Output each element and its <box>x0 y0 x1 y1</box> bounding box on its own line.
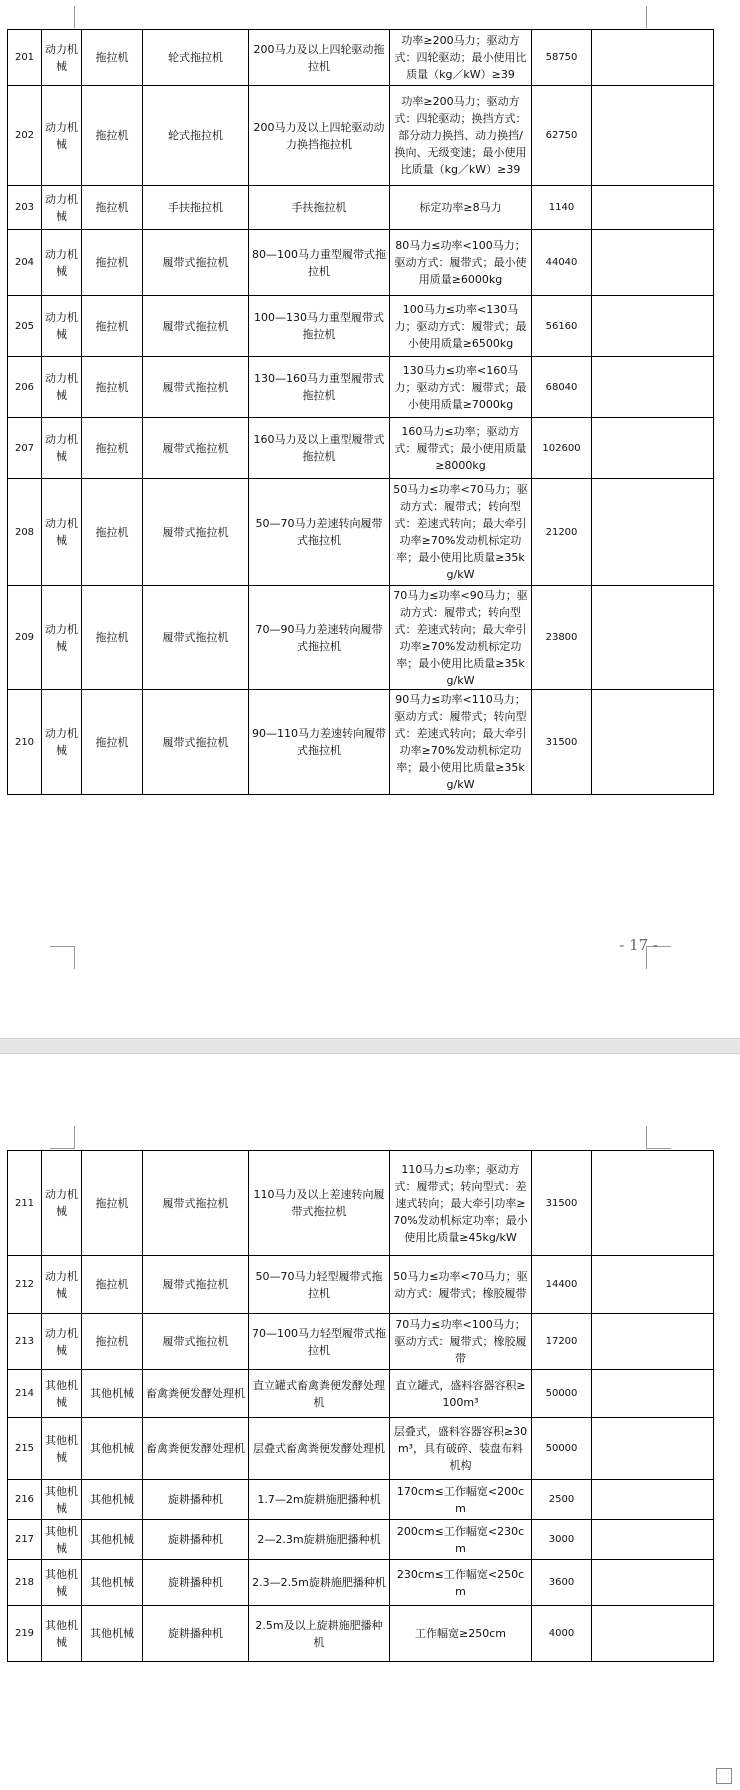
cell-number: 213 <box>8 1314 42 1370</box>
cell-note <box>592 30 714 86</box>
cell-subtype: 旋耕播种机 <box>143 1560 249 1606</box>
cell-subtype: 轮式拖拉机 <box>143 86 249 186</box>
cell-type: 拖拉机 <box>82 586 143 690</box>
cell-subtype: 履带式拖拉机 <box>143 230 249 296</box>
cell-subtype: 履带式拖拉机 <box>143 586 249 690</box>
cell-item: 2—2.3m旋耕施肥播种机 <box>249 1520 390 1560</box>
corner-mark-top-right <box>646 6 671 28</box>
cell-subsidy: 3600 <box>532 1560 592 1606</box>
table-row <box>8 1520 714 1560</box>
cell-spec: 功率≥200马力；驱动方式：四轮驱动；换挡方式：部分动力换挡、动力换挡/换向、无级变速；最小使用比质量（kg／kW）≥39 <box>390 86 532 186</box>
cell-number: 217 <box>8 1520 42 1560</box>
cell-note <box>592 1418 714 1480</box>
page-number: - 17 - <box>619 936 658 954</box>
table-row <box>8 1418 714 1480</box>
cell-type: 拖拉机 <box>82 296 143 357</box>
cell-number: 211 <box>8 1151 42 1256</box>
cell-number: 215 <box>8 1418 42 1480</box>
cell-number: 202 <box>8 86 42 186</box>
table-row <box>8 418 714 479</box>
cell-spec: 70马力≤功率<90马力；驱动方式：履带式；转向型式：差速式转向；最大牵引功率≥70%发动机标定功率；最小使用比质量≥35kg/kW <box>390 586 532 690</box>
cell-category: 动力机械 <box>42 586 82 690</box>
cell-subtype: 旋耕播种机 <box>143 1520 249 1560</box>
cell-category: 动力机械 <box>42 357 82 418</box>
table-row <box>8 357 714 418</box>
cell-note <box>592 1520 714 1560</box>
corner-mark-top-right <box>646 1126 671 1149</box>
cell-subtype: 履带式拖拉机 <box>143 1314 249 1370</box>
table-row <box>8 1256 714 1314</box>
corner-mark-top-left <box>50 6 75 28</box>
cell-note <box>592 296 714 357</box>
cell-spec: 80马力≤功率<100马力；驱动方式：履带式；最小使用质量≥6000kg <box>390 230 532 296</box>
cell-subsidy: 50000 <box>532 1418 592 1480</box>
cell-spec: 直立罐式，盛料容器容积≥100m³ <box>390 1370 532 1418</box>
cell-subsidy: 3000 <box>532 1520 592 1560</box>
cell-category: 动力机械 <box>42 186 82 230</box>
cell-spec: 50马力≤功率<70马力；驱动方式：履带式；转向型式：差速式转向；最大牵引功率≥70%发动机标定功率；最小使用比质量≥35kg/kW <box>390 479 532 586</box>
cell-spec: 130马力≤功率<160马力；驱动方式：履带式；最小使用质量≥7000kg <box>390 357 532 418</box>
table-row <box>8 690 714 795</box>
cell-subsidy: 23800 <box>532 586 592 690</box>
cell-subsidy: 102600 <box>532 418 592 479</box>
cell-category: 动力机械 <box>42 30 82 86</box>
cell-item: 直立罐式畜禽粪便发酵处理机 <box>249 1370 390 1418</box>
cell-spec: 50马力≤功率<70马力；驱动方式：履带式；橡胶履带 <box>390 1256 532 1314</box>
cell-item: 130—160马力重型履带式拖拉机 <box>249 357 390 418</box>
cell-item: 2.5m及以上旋耕施肥播种机 <box>249 1606 390 1662</box>
table-row <box>8 230 714 296</box>
corner-mark-top-left <box>50 1126 75 1149</box>
cell-item: 200马力及以上四轮驱动动力换挡拖拉机 <box>249 86 390 186</box>
cell-number: 207 <box>8 418 42 479</box>
cell-subtype: 履带式拖拉机 <box>143 690 249 795</box>
cell-category: 动力机械 <box>42 1151 82 1256</box>
cell-spec: 70马力≤功率<100马力；驱动方式：履带式；橡胶履带 <box>390 1314 532 1370</box>
cell-note <box>592 690 714 795</box>
cell-subtype: 履带式拖拉机 <box>143 479 249 586</box>
cell-note <box>592 230 714 296</box>
cell-note <box>592 357 714 418</box>
cell-category: 动力机械 <box>42 479 82 586</box>
cell-category: 其他机械 <box>42 1480 82 1520</box>
cell-item: 110马力及以上差速转向履带式拖拉机 <box>249 1151 390 1256</box>
cell-type: 拖拉机 <box>82 186 143 230</box>
cell-subsidy: 2500 <box>532 1480 592 1520</box>
cell-item: 70—90马力差速转向履带式拖拉机 <box>249 586 390 690</box>
cell-item: 100—130马力重型履带式拖拉机 <box>249 296 390 357</box>
cell-type: 拖拉机 <box>82 418 143 479</box>
cell-type: 拖拉机 <box>82 1314 143 1370</box>
cell-spec: 90马力≤功率<110马力；驱动方式：履带式；转向型式：差速式转向；最大牵引功率≥70%发动机标定功率；最小使用比质量≥35kg/kW <box>390 690 532 795</box>
cell-category: 其他机械 <box>42 1418 82 1480</box>
cell-note <box>592 1256 714 1314</box>
cell-note <box>592 1560 714 1606</box>
table-row <box>8 586 714 690</box>
equipment-table-page-1 <box>7 29 714 795</box>
cell-note <box>592 479 714 586</box>
cell-type: 拖拉机 <box>82 690 143 795</box>
cell-spec: 160马力≤功率；驱动方式：履带式；最小使用质量≥8000kg <box>390 418 532 479</box>
cell-note <box>592 1151 714 1256</box>
table-row <box>8 86 714 186</box>
cell-subtype: 旋耕播种机 <box>143 1480 249 1520</box>
cell-category: 动力机械 <box>42 1314 82 1370</box>
cell-type: 拖拉机 <box>82 30 143 86</box>
cell-spec: 层叠式，盛料容器容积≥30m³，具有破碎、装盘布料机构 <box>390 1418 532 1480</box>
cell-note <box>592 86 714 186</box>
cell-item: 200马力及以上四轮驱动拖拉机 <box>249 30 390 86</box>
cell-type: 其他机械 <box>82 1606 143 1662</box>
cell-number: 206 <box>8 357 42 418</box>
cell-subtype: 旋耕播种机 <box>143 1606 249 1662</box>
cell-number: 209 <box>8 586 42 690</box>
cell-spec: 功率≥200马力；驱动方式：四轮驱动；最小使用比质量（kg／kW）≥39 <box>390 30 532 86</box>
cell-category: 动力机械 <box>42 230 82 296</box>
table-row <box>8 296 714 357</box>
cell-note <box>592 1480 714 1520</box>
cell-number: 208 <box>8 479 42 586</box>
cell-subsidy: 62750 <box>532 86 592 186</box>
cell-subsidy: 68040 <box>532 357 592 418</box>
table-row <box>8 186 714 230</box>
cell-subtype: 履带式拖拉机 <box>143 357 249 418</box>
cell-number: 203 <box>8 186 42 230</box>
cell-number: 219 <box>8 1606 42 1662</box>
cell-note <box>592 186 714 230</box>
cell-subtype: 履带式拖拉机 <box>143 296 249 357</box>
cell-number: 201 <box>8 30 42 86</box>
page-gap <box>0 1038 740 1054</box>
cell-item: 70—100马力轻型履带式拖拉机 <box>249 1314 390 1370</box>
cell-note <box>592 418 714 479</box>
resize-handle[interactable] <box>716 1768 732 1784</box>
cell-subtype: 履带式拖拉机 <box>143 418 249 479</box>
cell-category: 其他机械 <box>42 1370 82 1418</box>
cell-note <box>592 1314 714 1370</box>
cell-category: 动力机械 <box>42 418 82 479</box>
table-row <box>8 1151 714 1256</box>
cell-type: 拖拉机 <box>82 86 143 186</box>
cell-spec: 170cm≤工作幅宽<200cm <box>390 1480 532 1520</box>
cell-subsidy: 1140 <box>532 186 592 230</box>
cell-category: 动力机械 <box>42 296 82 357</box>
cell-type: 拖拉机 <box>82 479 143 586</box>
cell-subsidy: 4000 <box>532 1606 592 1662</box>
cell-subsidy: 14400 <box>532 1256 592 1314</box>
cell-spec: 标定功率≥8马力 <box>390 186 532 230</box>
cell-category: 其他机械 <box>42 1520 82 1560</box>
cell-type: 拖拉机 <box>82 230 143 296</box>
cell-subtype: 畜禽粪便发酵处理机 <box>143 1418 249 1480</box>
table-row <box>8 1560 714 1606</box>
cell-type: 其他机械 <box>82 1480 143 1520</box>
cell-subtype: 履带式拖拉机 <box>143 1256 249 1314</box>
cell-item: 90—110马力差速转向履带式拖拉机 <box>249 690 390 795</box>
cell-subsidy: 21200 <box>532 479 592 586</box>
cell-type: 拖拉机 <box>82 1151 143 1256</box>
cell-item: 50—70马力轻型履带式拖拉机 <box>249 1256 390 1314</box>
cell-number: 204 <box>8 230 42 296</box>
cell-subsidy: 31500 <box>532 1151 592 1256</box>
cell-spec: 110马力≤功率；驱动方式：履带式；转向型式：差速式转向；最大牵引功率≥70%发动机标定功率；最小使用比质量≥45kg/kW <box>390 1151 532 1256</box>
cell-item: 1.7—2m旋耕施肥播种机 <box>249 1480 390 1520</box>
cell-subtype: 畜禽粪便发酵处理机 <box>143 1370 249 1418</box>
table-row <box>8 1314 714 1370</box>
cell-type: 其他机械 <box>82 1370 143 1418</box>
cell-subsidy: 31500 <box>532 690 592 795</box>
cell-type: 其他机械 <box>82 1520 143 1560</box>
cell-category: 动力机械 <box>42 690 82 795</box>
cell-type: 其他机械 <box>82 1418 143 1480</box>
table-row <box>8 479 714 586</box>
cell-item: 层叠式畜禽粪便发酵处理机 <box>249 1418 390 1480</box>
cell-number: 210 <box>8 690 42 795</box>
cell-item: 50—70马力差速转向履带式拖拉机 <box>249 479 390 586</box>
table-row <box>8 1606 714 1662</box>
cell-number: 205 <box>8 296 42 357</box>
page-2 <box>0 1054 740 1790</box>
cell-number: 218 <box>8 1560 42 1606</box>
cell-item: 手扶拖拉机 <box>249 186 390 230</box>
cell-type: 拖拉机 <box>82 1256 143 1314</box>
cell-subsidy: 44040 <box>532 230 592 296</box>
cell-number: 212 <box>8 1256 42 1314</box>
cell-item: 2.3—2.5m旋耕施肥播种机 <box>249 1560 390 1606</box>
cell-subtype: 轮式拖拉机 <box>143 30 249 86</box>
cell-note <box>592 1606 714 1662</box>
cell-subsidy: 50000 <box>532 1370 592 1418</box>
cell-item: 160马力及以上重型履带式拖拉机 <box>249 418 390 479</box>
corner-mark-bottom-left <box>50 946 75 969</box>
cell-spec: 工作幅宽≥250cm <box>390 1606 532 1662</box>
cell-subsidy: 58750 <box>532 30 592 86</box>
cell-category: 其他机械 <box>42 1560 82 1606</box>
cell-note <box>592 1370 714 1418</box>
cell-subtype: 履带式拖拉机 <box>143 1151 249 1256</box>
cell-number: 216 <box>8 1480 42 1520</box>
cell-spec: 230cm≤工作幅宽<250cm <box>390 1560 532 1606</box>
cell-number: 214 <box>8 1370 42 1418</box>
table-row <box>8 1370 714 1418</box>
cell-category: 动力机械 <box>42 86 82 186</box>
cell-note <box>592 586 714 690</box>
cell-category: 动力机械 <box>42 1256 82 1314</box>
cell-subtype: 手扶拖拉机 <box>143 186 249 230</box>
cell-category: 其他机械 <box>42 1606 82 1662</box>
table-row <box>8 1480 714 1520</box>
cell-type: 拖拉机 <box>82 357 143 418</box>
cell-spec: 100马力≤功率<130马力；驱动方式：履带式；最小使用质量≥6500kg <box>390 296 532 357</box>
cell-subsidy: 56160 <box>532 296 592 357</box>
cell-item: 80—100马力重型履带式拖拉机 <box>249 230 390 296</box>
cell-type: 其他机械 <box>82 1560 143 1606</box>
cell-spec: 200cm≤工作幅宽<230cm <box>390 1520 532 1560</box>
equipment-table-page-2 <box>7 1150 714 1662</box>
table-row <box>8 30 714 86</box>
cell-subsidy: 17200 <box>532 1314 592 1370</box>
